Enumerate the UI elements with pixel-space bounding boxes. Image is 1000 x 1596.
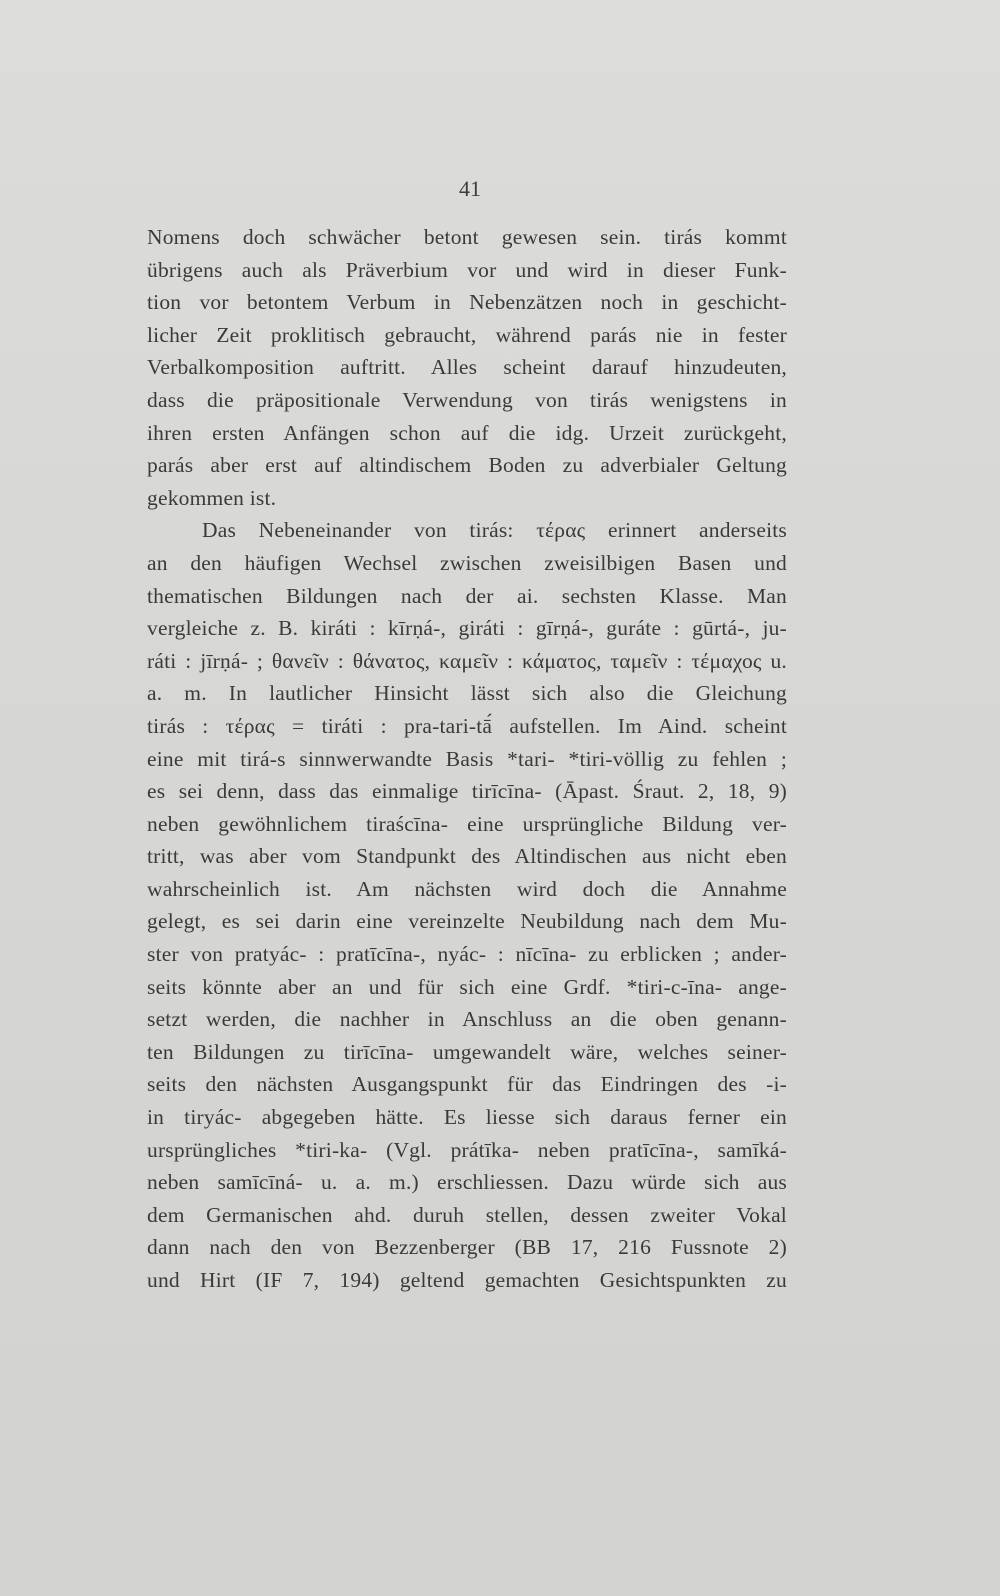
text-line: seits den nächsten Ausgangspunkt für das Eindringen des -i- — [147, 1072, 787, 1097]
text-line: dass die präpositionale Verwendung von tirás wenigstens in — [147, 387, 787, 412]
page-number: 41 — [459, 176, 481, 201]
text-line: tirás : τέρας = tiráti : pra-tari-tā́ aufstellen. Im Aind. scheint — [147, 713, 787, 738]
text-line: a. m. In lautlicher Hinsicht lässt sich also die Gleichung — [147, 681, 787, 706]
text-line: tion vor betontem Verbum in Nebenzätzen noch in geschicht- — [147, 290, 787, 315]
text-line: eine mit tirá-s sinnwerwandte Basis *tari- *tiri-völlig zu fehlen ; — [147, 746, 787, 771]
text-line: an den häufigen Wechsel zwischen zweisilbigen Basen und — [147, 550, 787, 575]
text-line: licher Zeit proklitisch gebraucht, während parás nie in fester — [147, 322, 787, 347]
text-line: setzt werden, die nachher in Anschluss an die oben genann- — [147, 1007, 787, 1032]
text-line: Nomens doch schwächer betont gewesen sein. tirás kommt — [147, 225, 787, 249]
text-line: wahrscheinlich ist. Am nächsten wird doch die Annahme — [147, 876, 787, 901]
text-line: thematischen Bildungen nach der ai. sechsten Klasse. Man — [147, 583, 787, 608]
text-line: vergleiche z. B. kiráti : kīrṇá-, giráti : gīrṇá-, guráte : gūrtá-, ju- — [147, 616, 787, 641]
text-line: Das Nebeneinander von tirás: τέρας erinnert anderseits — [202, 518, 787, 543]
text-line: seits könnte aber an und für sich eine Grdf. *tiri-c-īna- ange- — [147, 974, 787, 999]
text-line: gekommen ist. — [147, 485, 277, 510]
text-line: Verbalkomposition auftritt. Alles scheint darauf hinzudeuten, — [147, 355, 787, 380]
text-line: ster von pratyác- : pratīcīna-, nyác- : nīcīna- zu erblicken ; ander- — [147, 942, 787, 967]
text-line: neben gewöhnlichem tiraścīna- eine ursprüngliche Bildung ver- — [147, 811, 787, 836]
text-line: übrigens auch als Präverbium vor und wird in dieser Funk- — [147, 257, 787, 282]
text-line: gelegt, es sei darin eine vereinzelte Neubildung nach dem Mu- — [147, 909, 787, 934]
text-line: es sei denn, dass das einmalige tirīcīna- (Āpast. Śraut. 2, 18, 9) — [147, 779, 787, 804]
text-line: und Hirt (IF 7, 194) geltend gemachten Gesichtspunkten zu — [147, 1268, 787, 1292]
text-line: ráti : jīrṇá- ; θανεῖν : θάνατος, καμεῖν : κάματος, ταμεῖν : τέμαχος u. — [147, 648, 787, 673]
body-text — [147, 221, 787, 1297]
text-line: neben samīcīná- u. a. m.) erschliessen. Dazu würde sich aus — [147, 1170, 787, 1195]
text-line: dann nach den von Bezzenberger (BB 17, 216 Fussnote 2) — [147, 1235, 787, 1260]
text-line: parás aber erst auf altindischem Boden zu adverbialer Geltung — [147, 453, 787, 478]
text-line: tritt, was aber vom Standpunkt des Altindischen aus nicht eben — [147, 844, 787, 869]
text-line: ten Bildungen zu tirīcīna- umgewandelt wäre, welches seiner- — [147, 1039, 787, 1064]
text-line: ihren ersten Anfängen schon auf die idg. Urzeit zurückgeht, — [147, 420, 787, 445]
text-line: ursprüngliches *tiri-ka- (Vgl. prátīka- neben pratīcīna-, samīká- — [147, 1137, 787, 1162]
text-line: dem Germanischen ahd. duruh stellen, dessen zweiter Vokal — [147, 1202, 787, 1227]
text-line: in tiryác- abgegeben hätte. Es liesse sich daraus ferner ein — [147, 1105, 787, 1130]
